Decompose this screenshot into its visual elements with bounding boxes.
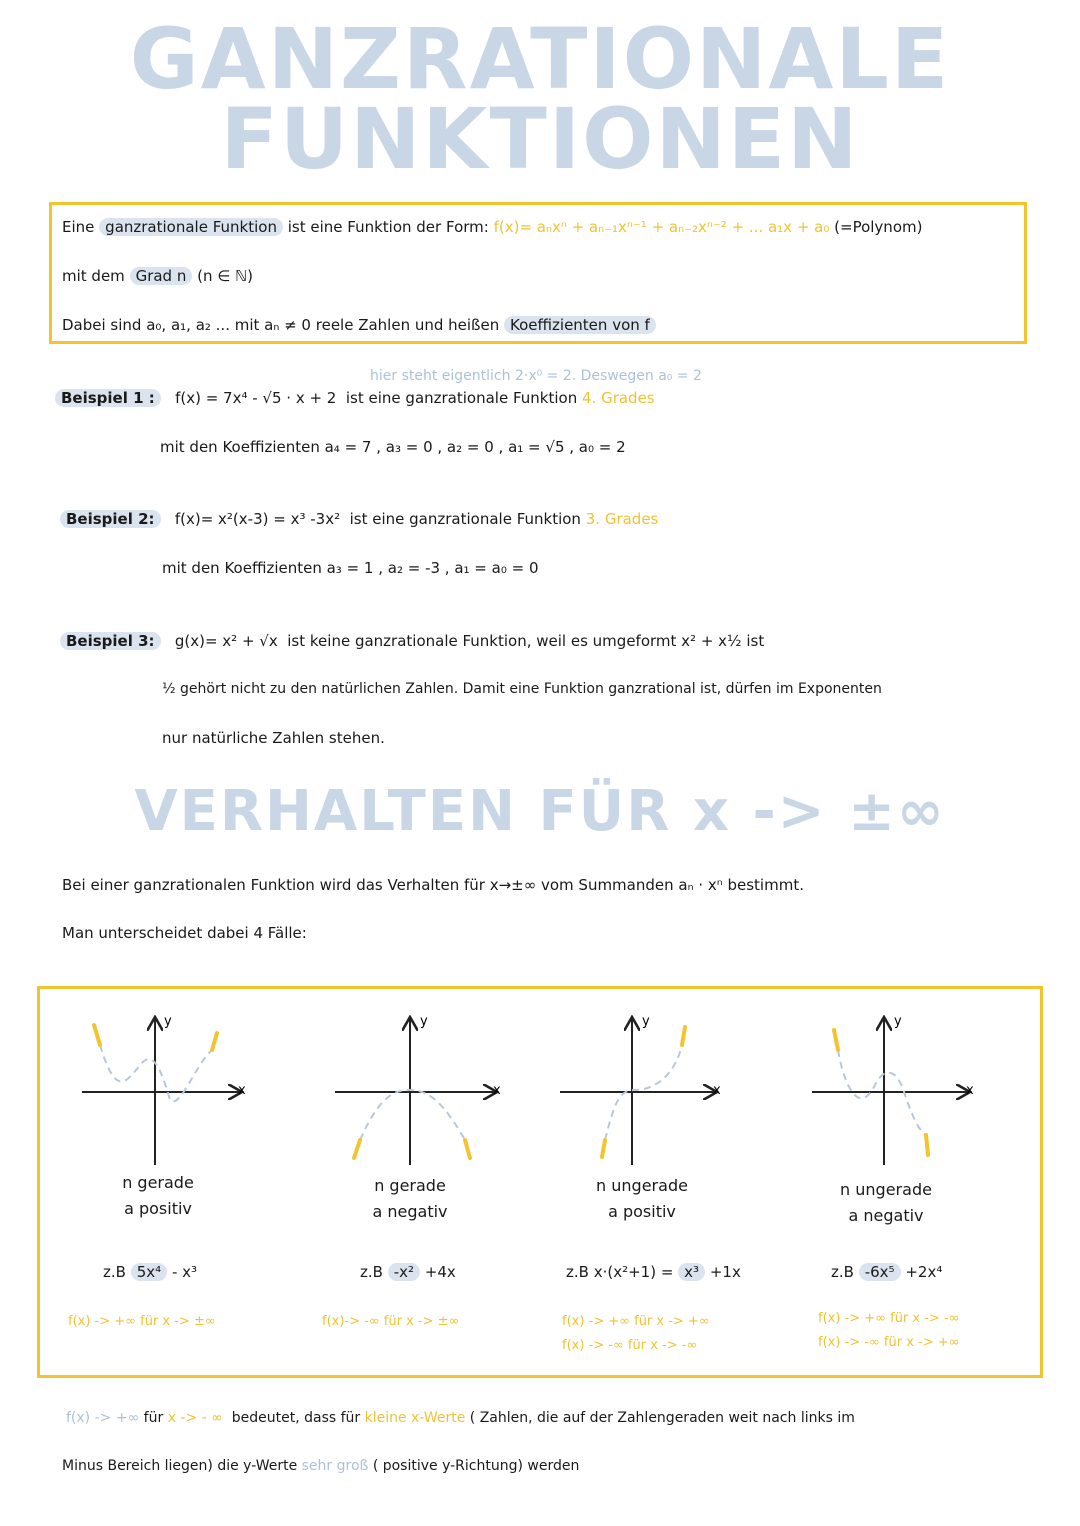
- graph1-y-label: y: [164, 1014, 172, 1029]
- case1-n: n gerade: [122, 1173, 194, 1192]
- case3-example: [566, 1263, 741, 1281]
- case2-n: n gerade: [374, 1176, 446, 1195]
- graph4-x-label: x: [966, 1083, 974, 1098]
- graph-case1: [82, 1014, 246, 1165]
- case4-beh-line: f(x) -> +∞ für x -> -∞: [818, 1311, 960, 1326]
- example1-text: ist eine ganzrationale Funktion: [345, 389, 578, 407]
- def-text: Dabei sind a₀, a₁, a₂ ... mit aₙ ≠ 0 reele Zahlen und heißen: [62, 316, 500, 334]
- example1-coeff: mit den Koeffizienten a₄ = 7 , a₃ = 0 , a₂ = 0 , a₁ = √5 , a₀ = 2: [160, 438, 626, 456]
- case4-label: [786, 1177, 986, 1229]
- case2-ex-post: +4x: [424, 1263, 456, 1281]
- section-title: VERHALTEN FÜR x -> ±∞: [134, 779, 946, 844]
- definition-line3: [62, 316, 656, 334]
- footer-text: ( Zahlen, die auf der Zahlengeraden weit nach links im: [469, 1410, 855, 1426]
- case2-ex-pre: z.B: [360, 1263, 383, 1281]
- footer-text: ( positive y-Richtung) werden: [372, 1458, 580, 1474]
- case1-label: [58, 1170, 258, 1222]
- def-polynom: (=Polynom): [834, 218, 923, 236]
- def-text: Eine: [62, 218, 95, 236]
- case1-ex-post: - x³: [171, 1263, 198, 1281]
- case4-a: a negativ: [848, 1206, 924, 1225]
- case1-ex-pre: z.B: [103, 1263, 126, 1281]
- graph2-y-label: y: [420, 1014, 428, 1029]
- definition-line2: [62, 267, 253, 285]
- case3-behaviour: [562, 1310, 710, 1358]
- example3-label: Beispiel 3:: [60, 632, 161, 650]
- footer-small-x: kleine x-Werte: [364, 1410, 466, 1426]
- graph4-y-label: y: [894, 1014, 902, 1029]
- example2-line: [60, 510, 658, 528]
- example2-coeff: mit den Koeffizienten a₃ = 1 , a₂ = -3 , a₁ = a₀ = 0: [162, 559, 539, 577]
- case1-beh-line: f(x) -> +∞ für x -> ±∞: [68, 1314, 216, 1329]
- cases-graphs: [60, 1005, 1020, 1175]
- def-text: ist eine Funktion der Form:: [287, 218, 489, 236]
- case2-ex-term: -x²: [388, 1263, 420, 1281]
- definition-line1: [62, 218, 922, 236]
- case2-example: [360, 1263, 456, 1281]
- page-title-line1: GANZRATIONALE: [129, 10, 951, 108]
- example2-grade: 3. Grades: [585, 510, 659, 528]
- footer-line1: [66, 1410, 855, 1426]
- example1-label: Beispiel 1 :: [55, 389, 161, 407]
- case4-beh-line: f(x) -> -∞ für x -> +∞: [818, 1335, 960, 1350]
- section-intro1: Bei einer ganzrationalen Funktion wird das Verhalten für x→±∞ vom Summanden aₙ · xⁿ bestimmt.: [62, 876, 804, 894]
- example3-line3: nur natürliche Zahlen stehen.: [162, 729, 385, 747]
- footer-large-y: sehr groß: [301, 1458, 369, 1474]
- case4-n: n ungerade: [840, 1180, 932, 1199]
- footer-text: für: [143, 1410, 164, 1426]
- graph2-x-label: x: [493, 1083, 501, 1098]
- footer-line2: [62, 1458, 579, 1474]
- example1-formula: f(x) = 7x⁴ - √5 · x + 2: [175, 389, 337, 407]
- example2-label: Beispiel 2:: [60, 510, 161, 528]
- case3-ex-post: +1x: [709, 1263, 741, 1281]
- example3-text: ist keine ganzrationale Funktion, weil es umgeformt x² + x½ ist: [287, 632, 765, 650]
- example2-text: ist eine ganzrationale Funktion: [349, 510, 581, 528]
- case3-beh-line: f(x) -> +∞ für x -> +∞: [562, 1314, 710, 1329]
- case2-behaviour: [322, 1310, 459, 1334]
- case3-ex-term: x³: [678, 1263, 705, 1281]
- case4-ex-pre: z.B: [831, 1263, 854, 1281]
- graph3-x-label: x: [713, 1083, 721, 1098]
- footer-limit: f(x) -> +∞: [66, 1410, 140, 1426]
- case3-beh-line: f(x) -> -∞ für x -> -∞: [562, 1338, 698, 1353]
- example1-grade: 4. Grades: [582, 389, 655, 407]
- graph-case3: [560, 1014, 721, 1165]
- footer-text: Minus Bereich liegen) die y-Werte: [62, 1458, 298, 1474]
- graph-case4: [812, 1014, 974, 1165]
- case1-example: [103, 1263, 197, 1281]
- case1-behaviour: [68, 1310, 216, 1334]
- section-intro2: Man unterscheidet dabei 4 Fälle:: [62, 924, 307, 942]
- page-title-line2: FUNKTIONEN: [220, 90, 860, 188]
- example1-note: hier steht eigentlich 2·x⁰ = 2. Deswegen a₀ = 2: [370, 368, 702, 384]
- case4-ex-term: -6x⁵: [859, 1263, 901, 1281]
- case4-ex-post: +2x⁴: [905, 1263, 943, 1281]
- graph-case2: [335, 1014, 501, 1165]
- case1-ex-term: 5x⁴: [131, 1263, 167, 1281]
- def-formula: f(x)= aₙxⁿ + aₙ₋₁xⁿ⁻¹ + aₙ₋₂xⁿ⁻² + ... a₁x + a₀: [493, 218, 830, 236]
- graph3-y-label: y: [642, 1014, 650, 1029]
- def-grad: Grad n: [130, 267, 193, 285]
- case1-a: a positiv: [124, 1199, 192, 1218]
- example1-line: [55, 389, 655, 407]
- footer-text: bedeutet, dass für: [231, 1410, 361, 1426]
- def-koeff: Koeffizienten von f: [504, 316, 656, 334]
- case3-a: a positiv: [608, 1202, 676, 1221]
- example2-formula: f(x)= x²(x-3) = x³ -3x²: [174, 510, 341, 528]
- def-text: (n ∈ ℕ): [197, 267, 253, 285]
- def-text: mit dem: [62, 267, 125, 285]
- case3-n: n ungerade: [596, 1176, 688, 1195]
- example3-line2: ½ gehört nicht zu den natürlichen Zahlen. Damit eine Funktion ganzrational ist, dürfen im Exponenten: [162, 681, 882, 697]
- case2-a: a negativ: [372, 1202, 448, 1221]
- case3-label: [542, 1173, 742, 1225]
- footer-x: x -> - ∞: [167, 1410, 223, 1426]
- graph1-x-label: x: [238, 1083, 246, 1098]
- case4-example: [831, 1263, 942, 1281]
- def-term: ganzrationale Funktion: [99, 218, 283, 236]
- case2-beh-line: f(x)-> -∞ für x -> ±∞: [322, 1314, 460, 1329]
- example3-formula: g(x)= x² + √x: [174, 632, 278, 650]
- case3-ex-pre: z.B x·(x²+1) =: [566, 1263, 674, 1281]
- example3-line: [60, 632, 764, 650]
- case4-behaviour: [818, 1307, 959, 1355]
- case2-label: [310, 1173, 510, 1225]
